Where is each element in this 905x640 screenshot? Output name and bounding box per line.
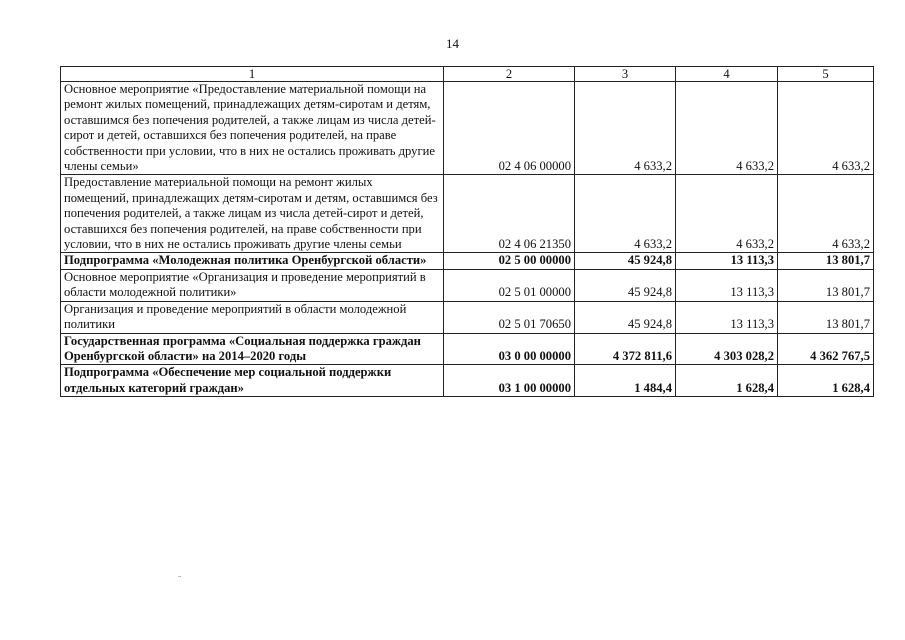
row-value-col5: 4 362 767,5 [778,333,874,365]
row-value-col5: 13 801,7 [778,253,874,269]
row-name-cell: Основное мероприятие «Организация и проведение мероприятий в области молодежной политики» [61,269,444,301]
table-row [61,301,874,333]
row-value-col4: 13 113,3 [676,301,778,333]
row-name-cell: Подпрограмма «Обеспечение мер социальной поддержки отдельных категорий граждан» [61,365,444,397]
row-value-col4: 1 628,4 [676,365,778,397]
column-header: 3 [575,67,676,82]
row-value-col4: 4 633,2 [676,82,778,175]
row-name-cell: Организация и проведение мероприятий в области молодежной политики [61,301,444,333]
row-value-col4: 4 633,2 [676,175,778,253]
row-value-col4: 13 113,3 [676,269,778,301]
header-row [61,67,874,82]
row-value-col5: 13 801,7 [778,301,874,333]
row-value-col4: 13 113,3 [676,253,778,269]
row-code-cell: 02 5 00 00000 [444,253,575,269]
row-code-cell: 02 4 06 21350 [444,175,575,253]
row-value-col3: 4 372 811,6 [575,333,676,365]
row-value-col3: 45 924,8 [575,253,676,269]
row-name-cell: Государственная программа «Социальная поддержка граждан Оренбургской области» на 2014–2020 годы [61,333,444,365]
row-value-col3: 4 633,2 [575,82,676,175]
budget-table [60,66,874,397]
row-value-col3: 45 924,8 [575,301,676,333]
row-name-cell: Основное мероприятие «Предоставление материальной помощи на ремонт жилых помещений, принадлежащих детям-сиротам и детям, оставшимся без попечения родителей, а также лицам из числа детей-сирот и детей, оставшихся без попечения родителей, на праве собственности при условии, что в них не остались проживать другие члены семьи» [61,82,444,175]
column-header: 1 [61,67,444,82]
row-value-col3: 4 633,2 [575,175,676,253]
table-row [61,365,874,397]
table-row [61,333,874,365]
row-value-col5: 4 633,2 [778,175,874,253]
row-value-col5: 13 801,7 [778,269,874,301]
row-code-cell: 02 5 01 00000 [444,269,575,301]
table-row [61,269,874,301]
column-header: 5 [778,67,874,82]
row-code-cell: 02 4 06 00000 [444,82,575,175]
table-row [61,82,874,175]
table-row [61,175,874,253]
row-code-cell: 02 5 01 70650 [444,301,575,333]
row-code-cell: 03 1 00 00000 [444,365,575,397]
row-value-col5: 4 633,2 [778,82,874,175]
column-header: 2 [444,67,575,82]
column-header: 4 [676,67,778,82]
row-value-col3: 45 924,8 [575,269,676,301]
row-code-cell: 03 0 00 00000 [444,333,575,365]
table-row [61,253,874,269]
row-value-col5: 1 628,4 [778,365,874,397]
row-value-col3: 1 484,4 [575,365,676,397]
row-name-cell: Предоставление материальной помощи на ремонт жилых помещений, принадлежащих детям-сиротам и детям, оставшимся без попечения родителей, а также лицам из числа детей-сирот и детей, оставшихся без попечения родителей, на праве собственности при условии, что в них не остались проживать другие члены семьи [61,175,444,253]
row-value-col4: 4 303 028,2 [676,333,778,365]
page-number: 14 [446,36,459,51]
row-name-cell: Подпрограмма «Молодежная политика Оренбургской области» [61,253,444,269]
scan-artifact [178,576,181,577]
